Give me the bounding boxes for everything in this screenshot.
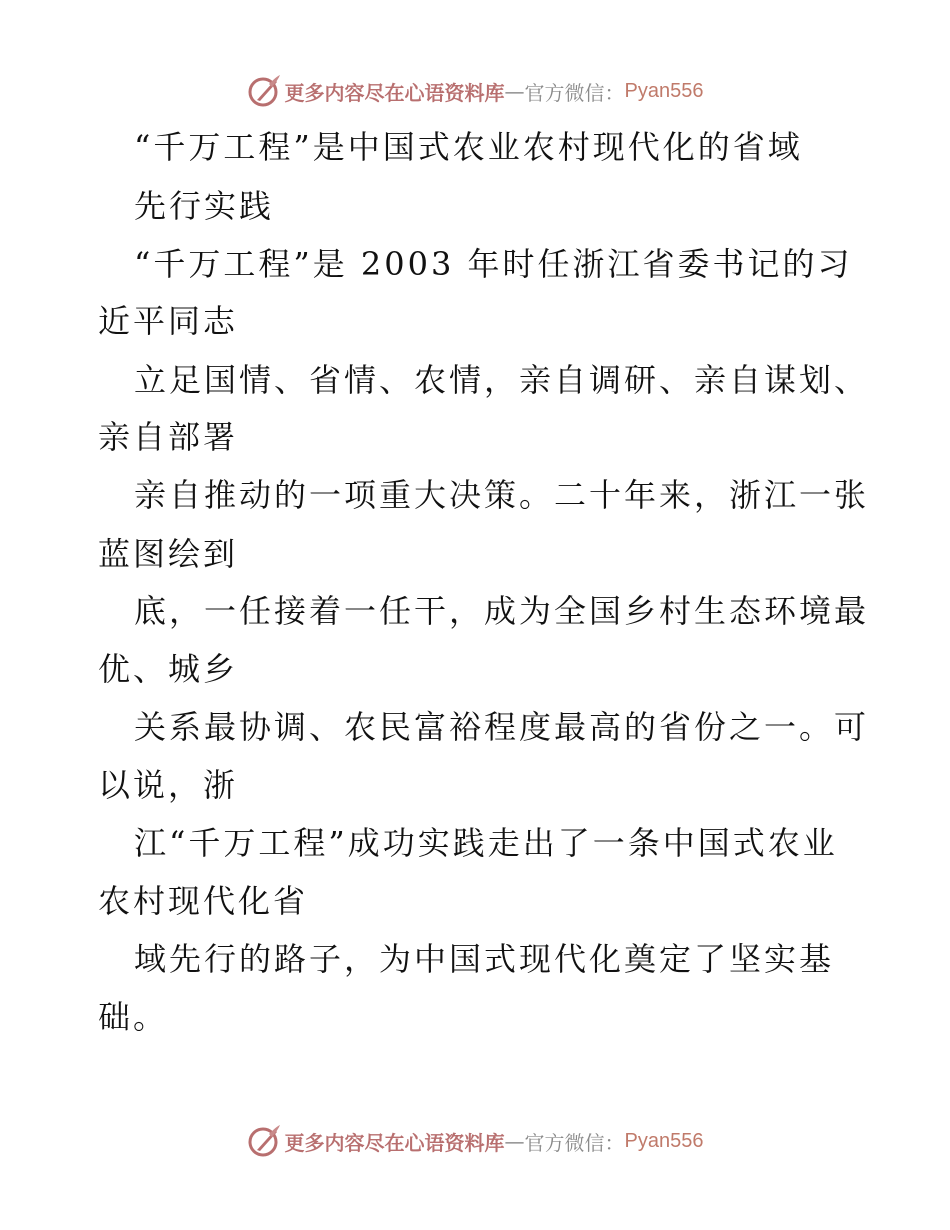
- footer-wechat-id: Pyan556: [624, 1129, 704, 1152]
- text-line: 础。: [98, 998, 169, 1036]
- text-line: 农村现代化省: [98, 882, 309, 920]
- footer-separator: —: [504, 1129, 525, 1153]
- text-line: 域先行的路子，为中国式现代化奠定了坚实基: [134, 940, 835, 978]
- text-line: “千万工程”是 2003 年时任浙江省委书记的习: [134, 245, 853, 283]
- footer-banner: [0, 1121, 950, 1161]
- text-line: 亲自推动的一项重大决策。二十年来，浙江一张: [134, 476, 870, 514]
- text-line: 关系最协调、农民富裕程度最高的省份之一。可: [134, 708, 870, 746]
- text-line: 江“千万工程”成功实践走出了一条中国式农业: [134, 824, 838, 862]
- header-banner: [0, 71, 950, 111]
- quill-pen-logo-icon: [247, 1124, 281, 1158]
- text-line: 蓝图绘到: [98, 535, 239, 573]
- text-line: “千万工程”是中国式农业农村现代化的省域: [134, 128, 803, 166]
- header-wechat-label: 官方微信：: [524, 80, 625, 105]
- text-line: 以说，浙: [98, 766, 239, 804]
- text-line: 先行实践: [134, 187, 275, 225]
- footer-wechat-label: 官方微信：: [524, 1130, 625, 1155]
- text-line: 底，一任接着一任干，成为全国乡村生态环境最: [134, 592, 870, 630]
- text-line: 亲自部署: [98, 418, 239, 456]
- header-brand-text: 更多内容尽在心语资料库: [284, 80, 505, 105]
- quill-pen-logo-icon: [247, 74, 281, 108]
- text-line: 近平同志: [98, 302, 239, 340]
- header-separator: —: [504, 79, 525, 103]
- text-line: 优、城乡: [98, 650, 239, 688]
- footer-brand-text: 更多内容尽在心语资料库: [284, 1130, 505, 1155]
- header-wechat-id: Pyan556: [624, 79, 704, 102]
- text-line: 立足国情、省情、农情，亲自调研、亲自谋划、: [134, 361, 870, 399]
